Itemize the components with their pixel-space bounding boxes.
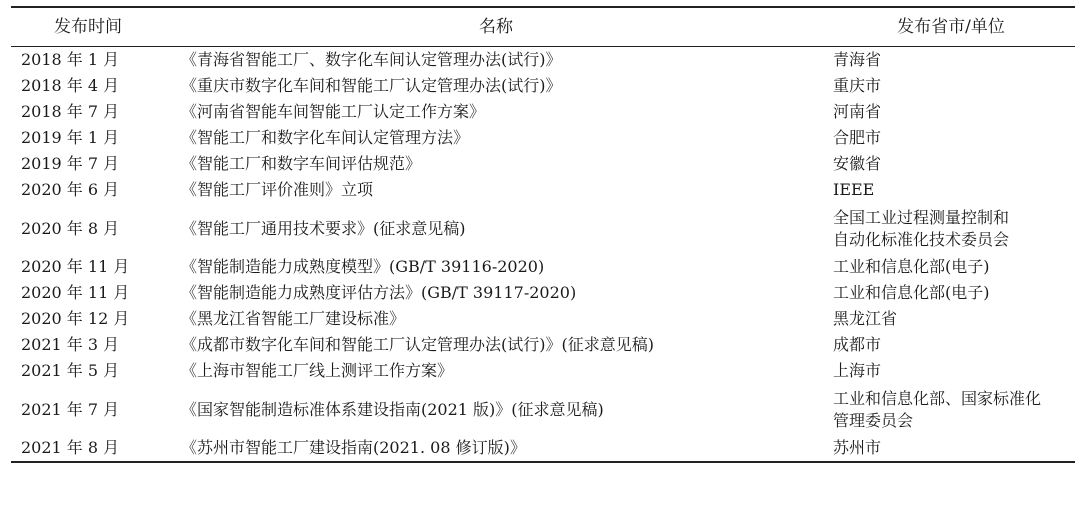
standards-table (11, 6, 1075, 463)
cell-org-line: 管理委员会 (833, 410, 914, 430)
cell-date: 2019 年 7 月 (21, 154, 120, 173)
cell-org-line: 黑龙江省 (833, 309, 898, 328)
cell-org-line: 安徽省 (833, 154, 882, 173)
cell-name: 《智能工厂和数字车间评估规范》 (181, 154, 422, 173)
cell-date: 2019 年 1 月 (21, 128, 120, 147)
table-row (11, 358, 1075, 384)
table-row (11, 151, 1075, 177)
cell-name: 《智能制造能力成熟度评估方法》(GB/T 39117-2020) (181, 283, 577, 302)
cell-date: 2018 年 7 月 (21, 102, 120, 121)
cell-org-line: 重庆市 (833, 76, 882, 95)
header-row (11, 7, 1075, 47)
cell-name: 《智能工厂通用技术要求》(征求意见稿) (181, 218, 466, 238)
cell-date: 2018 年 1 月 (21, 50, 120, 69)
cell-org-line: 工业和信息化部(电子) (833, 283, 990, 302)
cell-date: 2018 年 4 月 (21, 76, 120, 95)
cell-name: 《成都市数字化车间和智能工厂认定管理办法(试行)》(征求意见稿) (181, 335, 654, 354)
cell-name: 《智能工厂和数字化车间认定管理方法》 (181, 128, 470, 147)
cell-org-line: 工业和信息化部(电子) (833, 257, 990, 276)
cell-name: 《河南省智能车间智能工厂认定工作方案》 (181, 102, 486, 121)
cell-org-line: 河南省 (833, 102, 882, 121)
table-row (11, 125, 1075, 151)
cell-date: 2020 年 8 月 (21, 218, 120, 238)
cell-org (827, 125, 1075, 151)
table-row (11, 177, 1075, 203)
cell-org (827, 47, 1075, 74)
cell-org (827, 203, 1075, 254)
cell-date: 2021 年 8 月 (21, 438, 120, 457)
cell-name: 《国家智能制造标准体系建设指南(2021 版)》(征求意见稿) (181, 399, 604, 419)
table-row (11, 435, 1075, 462)
cell-org (827, 99, 1075, 125)
cell-org-line: 上海市 (833, 361, 882, 380)
cell-org (827, 151, 1075, 177)
cell-org-line: 苏州市 (833, 438, 882, 457)
cell-date: 2020 年 11 月 (21, 283, 130, 302)
table-row (11, 306, 1075, 332)
cell-org (827, 73, 1075, 99)
cell-name: 《智能制造能力成熟度模型》(GB/T 39116-2020) (181, 257, 545, 276)
table-body (11, 47, 1075, 463)
cell-date: 2020 年 6 月 (21, 180, 120, 199)
cell-org-line: 全国工业过程测量控制和 (833, 207, 1010, 227)
table-row (11, 73, 1075, 99)
cell-org (827, 306, 1075, 332)
table-row (11, 384, 1075, 435)
cell-date: 2021 年 7 月 (21, 399, 120, 419)
cell-name: 《苏州市智能工厂建设指南(2021. 08 修订版)》 (181, 438, 526, 457)
cell-org-line: 成都市 (833, 335, 882, 354)
cell-org-line: 青海省 (833, 50, 882, 69)
cell-name: 《上海市智能工厂线上测评工作方案》 (181, 361, 454, 380)
cell-org-line: 自动化标准化技术委员会 (833, 229, 1010, 249)
cell-org (827, 358, 1075, 384)
header-org: 发布省市/单位 (897, 17, 1005, 37)
header-name: 名称 (479, 17, 513, 37)
cell-org (827, 254, 1075, 280)
cell-org (827, 332, 1075, 358)
cell-org-line: 合肥市 (833, 128, 882, 147)
table-row (11, 99, 1075, 125)
cell-name: 《智能工厂评价准则》立项 (181, 180, 374, 199)
cell-date: 2020 年 11 月 (21, 257, 130, 276)
table-row (11, 280, 1075, 306)
table-row (11, 254, 1075, 280)
cell-name: 《青海省智能工厂、数字化车间认定管理办法(试行)》 (181, 50, 562, 69)
header-date: 发布时间 (54, 17, 122, 37)
cell-date: 2020 年 12 月 (21, 309, 130, 328)
cell-org (827, 280, 1075, 306)
table-header (11, 7, 1075, 47)
cell-date: 2021 年 5 月 (21, 361, 120, 380)
cell-org (827, 177, 1075, 203)
table-row (11, 47, 1075, 74)
cell-org (827, 435, 1075, 462)
cell-date: 2021 年 3 月 (21, 335, 120, 354)
cell-org-line: 工业和信息化部、国家标准化 (833, 388, 1042, 408)
cell-name: 《黑龙江省智能工厂建设标准》 (181, 309, 406, 328)
table-row (11, 203, 1075, 254)
cell-org (827, 384, 1075, 435)
cell-org-line: IEEE (833, 180, 875, 199)
cell-name: 《重庆市数字化车间和智能工厂认定管理办法(试行)》 (181, 76, 562, 95)
table-row (11, 332, 1075, 358)
